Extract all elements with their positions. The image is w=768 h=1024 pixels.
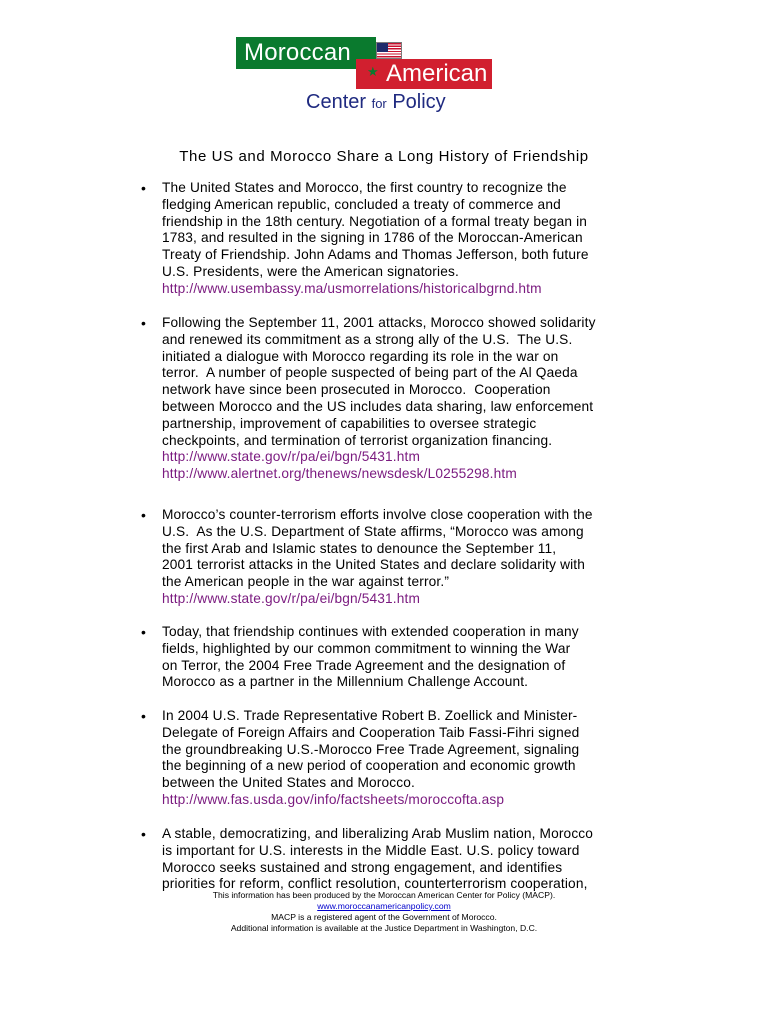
bullet-dot-icon: • <box>141 180 146 196</box>
bullet-line: In 2004 U.S. Trade Representative Robert B. Zoellick and Minister- <box>162 708 578 723</box>
us-flag-icon <box>376 42 402 59</box>
logo-word-center: Center <box>306 91 367 113</box>
bullet-line: Today, that friendship continues with extended cooperation in many <box>162 624 579 639</box>
macp-logo <box>236 37 526 117</box>
bullet-line: the first Arab and Islamic states to denounce the September 11, <box>162 540 557 556</box>
footer-agent-notice: MACP is a registered agent of the Government of Morocco. <box>271 912 497 922</box>
flag-canton <box>377 43 388 52</box>
bullet-line: 1783, and resulted in the signing in 1786 of the Moroccan-American <box>162 230 583 246</box>
bullet-paragraph <box>162 315 654 449</box>
bullet-dot-icon: • <box>141 624 146 640</box>
bullet-line: on Terror, the 2004 Free Trade Agreement and the designation of <box>162 657 566 673</box>
bullet-line: checkpoints, and termination of terrorist organization financing. <box>162 432 553 448</box>
bullet-line: network have since been prosecuted in Morocco. Cooperation <box>162 382 551 398</box>
bullet-dot-icon: • <box>141 826 146 842</box>
bullet-item <box>141 180 654 298</box>
bullet-line: the beginning of a new period of cooperation and economic growth <box>162 758 576 774</box>
bullet-line: partnership, improvement of capabilities to oversee strategic <box>162 415 537 431</box>
source-link[interactable]: http://www.state.gov/r/pa/ei/bgn/5431.htm <box>162 590 420 606</box>
bullet-dot-icon: • <box>141 507 146 523</box>
bullet-line: priorities for reform, conflict resolution, counterterrorism cooperation, <box>162 876 588 892</box>
bullet-line: fledging American republic, concluded a treaty of commerce and <box>162 196 561 212</box>
bullet-line: U.S. As the U.S. Department of State affirms, “Morocco was among <box>162 523 584 539</box>
bullet-paragraph <box>162 507 654 591</box>
bullet-item <box>141 315 654 483</box>
bullet-item <box>141 624 654 691</box>
logo-tagline <box>306 90 446 116</box>
moroccan-star-icon: ★ <box>367 64 379 79</box>
source-link[interactable]: http://www.alertnet.org/thenews/newsdesk/L0255298.htm <box>162 466 517 482</box>
bullet-line: fields, highlighted by our common commitment to winning the War <box>162 640 571 656</box>
bullet-line: Delegate of Foreign Affairs and Cooperation Taib Fassi-Fihri signed <box>162 724 580 740</box>
bullet-paragraph <box>162 180 654 281</box>
bullet-line: the groundbreaking U.S.-Morocco Free Trade Agreement, signaling <box>162 741 580 757</box>
bullet-dot-icon: • <box>141 708 146 724</box>
logo-word-moroccan: Moroccan <box>244 39 351 66</box>
footer-website-link[interactable]: www.moroccanamericanpolicy.com <box>317 901 451 911</box>
bullet-item <box>141 708 654 809</box>
logo-word-policy: Policy <box>392 91 446 113</box>
bullet-line: friendship in the 18th century. Negotiation of a formal treaty began in <box>162 213 588 229</box>
bullet-line: is important for U.S. interests in the Middle East. U.S. policy toward <box>162 842 580 858</box>
bullet-item <box>141 507 654 608</box>
bullet-line: Morocco as a partner in the Millennium Challenge Account. <box>162 674 529 690</box>
bullet-line: initiated a dialogue with Morocco regarding its role in the war on <box>162 348 559 364</box>
source-link[interactable]: http://www.usembassy.ma/usmorrelations/historicalbgrnd.htm <box>162 280 542 296</box>
document-title: The US and Morocco Share a Long History of Friendship <box>179 148 589 165</box>
logo-word-american: American <box>386 60 488 87</box>
source-link[interactable]: http://www.state.gov/r/pa/ei/bgn/5431.htm <box>162 449 420 465</box>
bullet-line: Morocco’s counter-terrorism efforts involve close cooperation with the <box>162 507 593 522</box>
bullet-line: the American people in the war against terror.” <box>162 574 450 590</box>
logo-word-for: for <box>371 96 387 111</box>
bullet-line: and renewed its commitment as a strong ally of the U.S. The U.S. <box>162 331 573 347</box>
bullet-line: Morocco seeks sustained and strong engagement, and identifies <box>162 859 563 875</box>
bullet-paragraph <box>162 624 654 691</box>
source-link[interactable]: http://www.fas.usda.gov/info/factsheets/moroccofta.asp <box>162 791 505 807</box>
footer-justice-notice: Additional information is available at the Justice Department in Washington, D.C. <box>230 923 538 933</box>
bullet-dot-icon: • <box>141 315 146 331</box>
footer <box>0 890 768 934</box>
logo-green-band <box>236 37 376 69</box>
bullet-line: 2001 terrorist attacks in the United States and declare solidarity with <box>162 557 586 573</box>
bullet-item <box>141 826 654 893</box>
bullet-line: between the United States and Morocco. <box>162 775 415 791</box>
bullet-line: between Morocco and the US includes data sharing, law enforcement <box>162 398 594 414</box>
logo-red-band <box>356 59 492 89</box>
bullet-paragraph <box>162 708 654 792</box>
bullet-paragraph <box>162 826 654 893</box>
bullet-line: terror. A number of people suspected of being part of the Al Qaeda <box>162 365 578 381</box>
bullet-line: The United States and Morocco, the first country to recognize the <box>162 180 567 195</box>
bullet-line: Treaty of Friendship. John Adams and Thomas Jefferson, both future <box>162 247 589 263</box>
bullet-line: A stable, democratizing, and liberalizing Arab Muslim nation, Morocco <box>162 826 594 841</box>
bullet-line: Following the September 11, 2001 attacks, Morocco showed solidarity <box>162 315 596 330</box>
bullet-line: U.S. Presidents, were the American signatories. <box>162 263 459 279</box>
footer-produced-by: This information has been produced by the Moroccan American Center for Policy (MACP). <box>212 890 556 900</box>
